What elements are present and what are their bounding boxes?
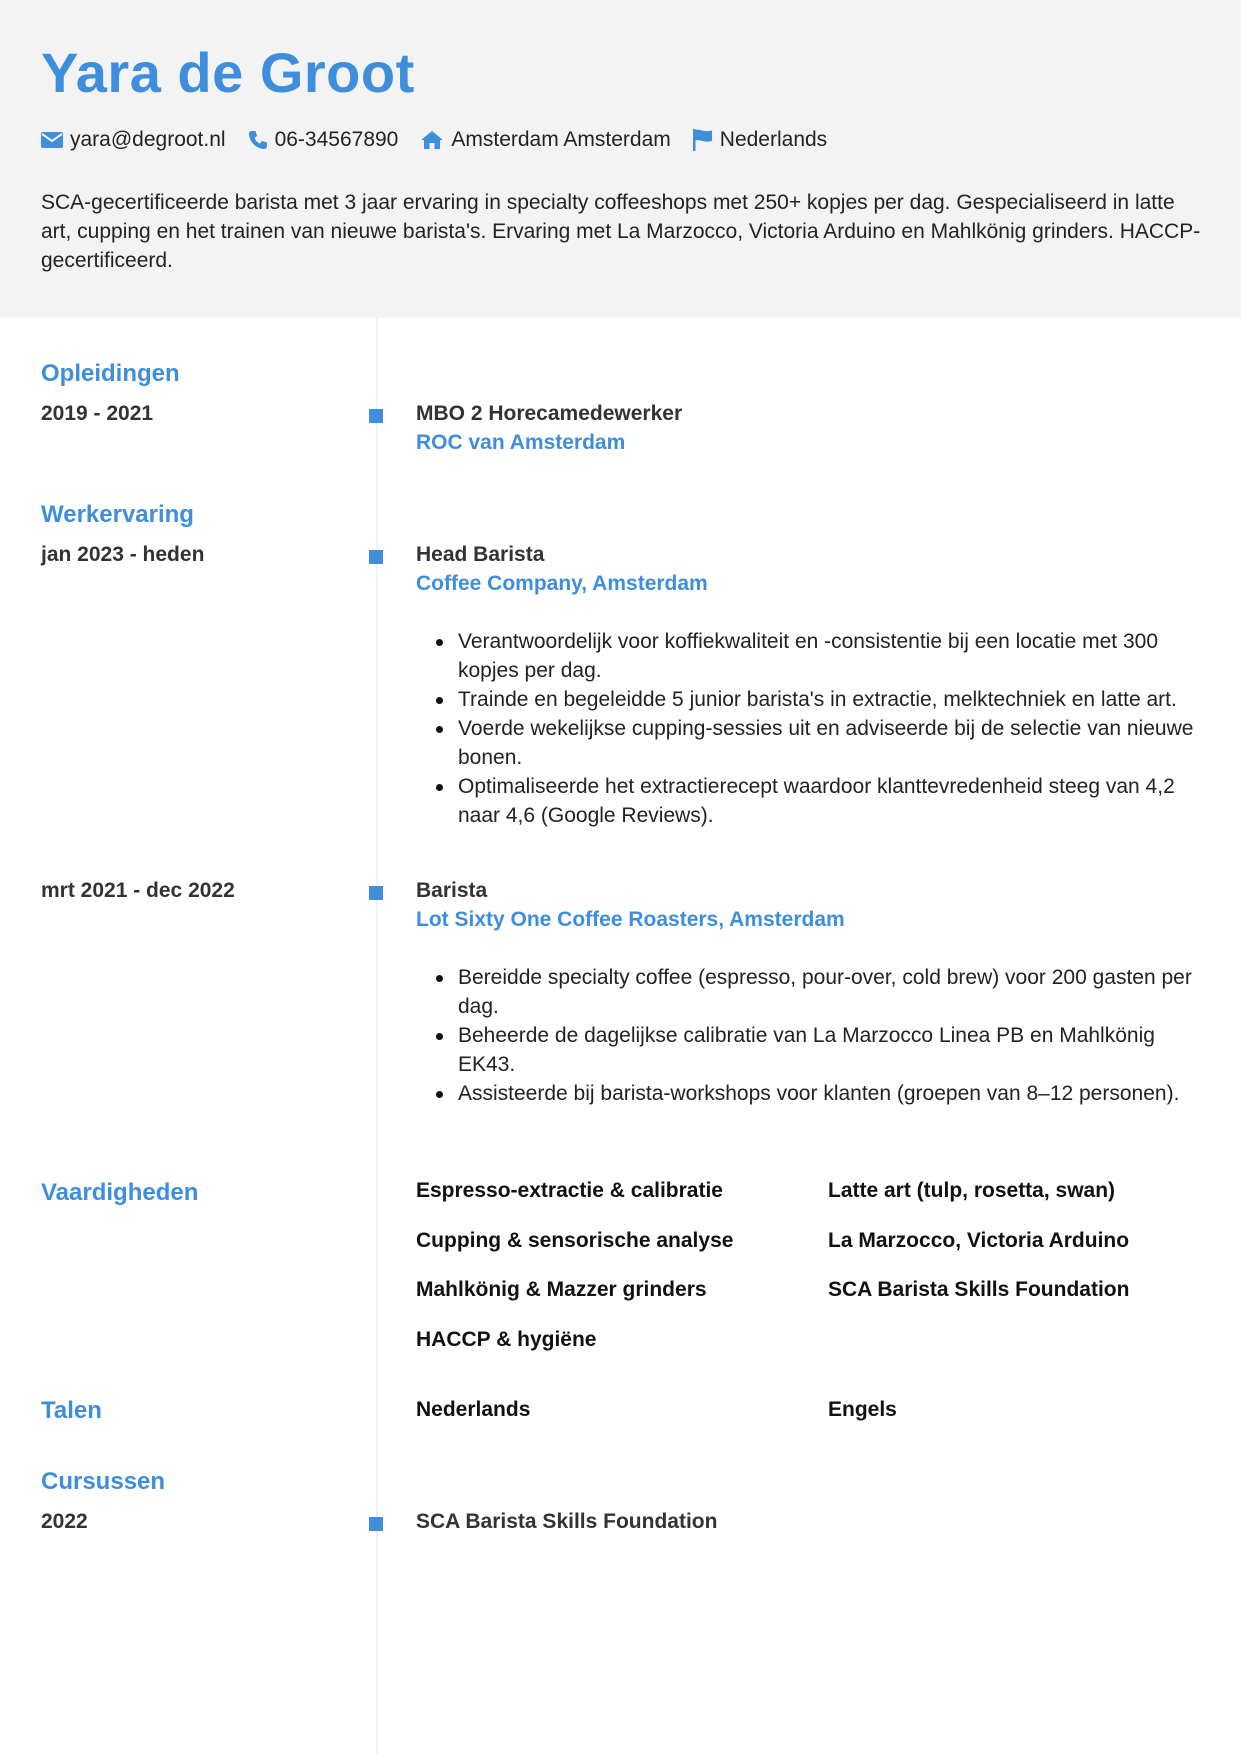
contact-row bbox=[41, 128, 849, 152]
timeline-divider bbox=[376, 318, 378, 1754]
profile-summary: SCA-gecertificeerde barista met 3 jaar ervaring in specialty coffeeshops met 250+ kopjes per dag. Gespecialiseerd in latte art, cupping en het trainen van nieuwe barista's. Ervaring met La Marzocco, Victoria Arduino en Mahlkönig grinders. HACCP-gecertificeerd. bbox=[41, 191, 1201, 272]
timeline-marker bbox=[369, 550, 383, 564]
phone-text: 06-34567890 bbox=[274, 128, 399, 151]
skill-item: Mahlkönig & Mazzer grinders bbox=[416, 1278, 707, 1301]
list-item: Verantwoordelijk voor koffiekwaliteit en -consistentie bij een locatie met 300 kopjes per dag. bbox=[458, 627, 1203, 685]
experience-date: mrt 2021 - dec 2022 bbox=[41, 879, 235, 902]
candidate-name: Yara de Groot bbox=[41, 41, 415, 104]
section-title-skills: Vaardigheden bbox=[41, 1179, 199, 1206]
timeline-marker bbox=[369, 886, 383, 900]
section-title-languages: Talen bbox=[41, 1397, 102, 1424]
job-responsibilities bbox=[458, 963, 1203, 1108]
contact-address bbox=[420, 128, 670, 152]
home-icon bbox=[420, 130, 444, 150]
skill-item: SCA Barista Skills Foundation bbox=[828, 1278, 1130, 1301]
list-item: Assisteerde bij barista-workshops voor klanten (groepen van 8–12 personen). bbox=[458, 1079, 1203, 1108]
contact-phone bbox=[248, 128, 399, 152]
phone-icon bbox=[248, 130, 268, 150]
skill-item: Espresso-extractie & calibratie bbox=[416, 1179, 723, 1202]
envelope-icon bbox=[41, 132, 63, 148]
course-date: 2022 bbox=[41, 1510, 88, 1533]
language-item: Engels bbox=[828, 1398, 897, 1421]
contact-nationality bbox=[693, 128, 827, 152]
address-text: Amsterdam Amsterdam bbox=[451, 128, 671, 151]
job-company: Lot Sixty One Coffee Roasters, Amsterdam bbox=[416, 908, 845, 931]
flag-icon bbox=[693, 129, 713, 151]
job-title: Head Barista bbox=[416, 543, 545, 566]
header bbox=[0, 0, 1241, 318]
skill-item: Latte art (tulp, rosetta, swan) bbox=[828, 1179, 1116, 1202]
job-company: Coffee Company, Amsterdam bbox=[416, 572, 708, 595]
email-text: yara@degroot.nl bbox=[70, 128, 226, 151]
timeline-marker bbox=[369, 409, 383, 423]
experience-date: jan 2023 - heden bbox=[41, 543, 205, 566]
job-title: Barista bbox=[416, 879, 488, 902]
section-title-education: Opleidingen bbox=[41, 360, 180, 387]
skill-item: Cupping & sensorische analyse bbox=[416, 1229, 734, 1252]
list-item: Bereidde specialty coffee (espresso, pour-over, cold brew) voor 200 gasten per dag. bbox=[458, 963, 1203, 1021]
section-title-courses: Cursussen bbox=[41, 1468, 166, 1495]
education-degree: MBO 2 Horecamedewerker bbox=[416, 402, 683, 425]
list-item: Trainde en begeleidde 5 junior barista's in extractie, melktechniek en latte art. bbox=[458, 685, 1203, 714]
education-date: 2019 - 2021 bbox=[41, 402, 154, 425]
list-item: Voerde wekelijkse cupping-sessies uit en adviseerde bij de selectie van nieuwe bonen. bbox=[458, 714, 1203, 772]
job-responsibilities bbox=[458, 627, 1203, 830]
course-title: SCA Barista Skills Foundation bbox=[416, 1510, 718, 1533]
list-item: Beheerde de dagelijkse calibratie van La Marzocco Linea PB en Mahlkönig EK43. bbox=[458, 1021, 1203, 1079]
education-institution: ROC van Amsterdam bbox=[416, 431, 626, 454]
skill-item: HACCP & hygiëne bbox=[416, 1328, 597, 1351]
skill-item: La Marzocco, Victoria Arduino bbox=[828, 1229, 1130, 1252]
contact-email bbox=[41, 128, 226, 152]
list-item: Optimaliseerde het extractierecept waardoor klanttevredenheid steeg van 4,2 naar 4,6 (Google Reviews). bbox=[458, 772, 1203, 830]
language-item: Nederlands bbox=[416, 1398, 531, 1421]
section-title-experience: Werkervaring bbox=[41, 501, 194, 528]
timeline-marker bbox=[369, 1517, 383, 1531]
nationality-text: Nederlands bbox=[719, 128, 828, 151]
